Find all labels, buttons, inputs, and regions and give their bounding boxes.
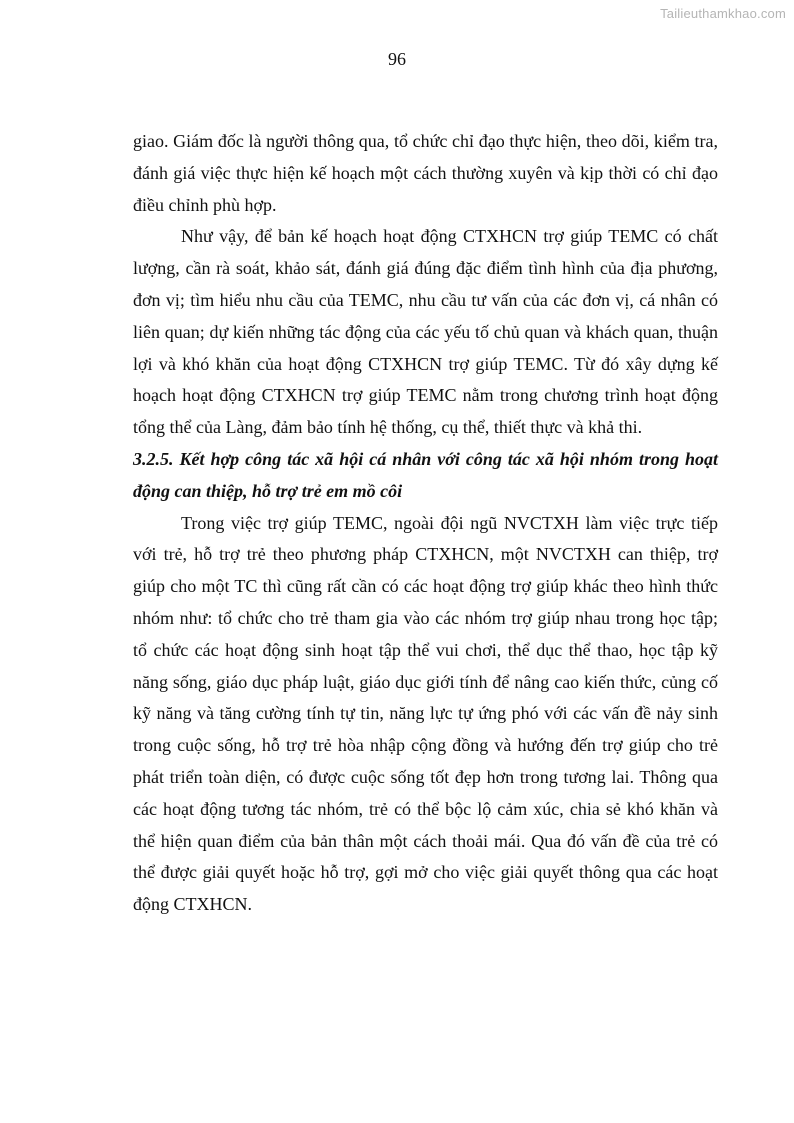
section-heading: 3.2.5. Kết hợp công tác xã hội cá nhân với công tác xã hội nhóm trong hoạt động can thiệp, hỗ trợ trẻ em mồ côi — [133, 448, 718, 501]
page-number: 96 — [388, 49, 406, 69]
page-body — [133, 126, 718, 921]
watermark: Tailieuthamkhao.com — [660, 6, 786, 21]
paragraph-1: giao. Giám đốc là người thông qua, tổ chức chỉ đạo thực hiện, theo dõi, kiểm tra, đánh giá việc thực hiện kế hoạch một cách thường xuyên và kịp thời có chỉ đạo điều chỉnh phù hợp. — [133, 131, 718, 215]
paragraph-2: Như vậy, để bản kế hoạch hoạt động CTXHCN trợ giúp TEMC có chất lượng, cần rà soát, khảo sát, đánh giá đúng đặc điểm tình hình của địa phương, đơn vị; tìm hiểu nhu cầu của TEMC, nhu cầu tư vấn của các đơn vị, cá nhân có liên quan; dự kiến những tác động của các yếu tố chủ quan và khách quan, thuận lợi và khó khăn của hoạt động CTXHCN trợ giúp TEMC. Từ đó xây dựng kế hoạch hoạt động CTXHCN trợ giúp TEMC nằm trong chương trình hoạt động tổng thể của Làng, đảm bảo tính hệ thống, cụ thể, thiết thực và khả thi. — [133, 226, 718, 438]
paragraph-3: Trong việc trợ giúp TEMC, ngoài đội ngũ NVCTXH làm việc trực tiếp với trẻ, hỗ trợ trẻ theo phương pháp CTXHCN, một NVCTXH can thiệp, trợ giúp cho một TC thì cũng rất cần có các hoạt động trợ giúp khác theo hình thức nhóm như: tổ chức cho trẻ tham gia vào các nhóm trợ giúp nhau trong học tập; tổ chức các hoạt động sinh hoạt tập thể vui chơi, thể dục thể thao, học tập kỹ năng sống, giáo dục pháp luật, giáo dục giới tính để nâng cao kiến thức, củng cố kỹ năng và tăng cường tính tự tin, năng lực tự ứng phó với các vấn đề nảy sinh trong cuộc sống, hỗ trợ trẻ hòa nhập cộng đồng và hướng đến trợ giúp cho trẻ phát triển toàn diện, có được cuộc sống tốt đẹp hơn trong tương lai. Thông qua các hoạt động tương tác nhóm, trẻ có thể bộc lộ cảm xúc, chia sẻ khó khăn và thể hiện quan điểm của bản thân một cách thoải mái. Qua đó vấn đề của trẻ có thể được giải quyết hoặc hỗ trợ, gợi mở cho việc giải quyết thông qua các hoạt động CTXHCN. — [133, 512, 718, 915]
